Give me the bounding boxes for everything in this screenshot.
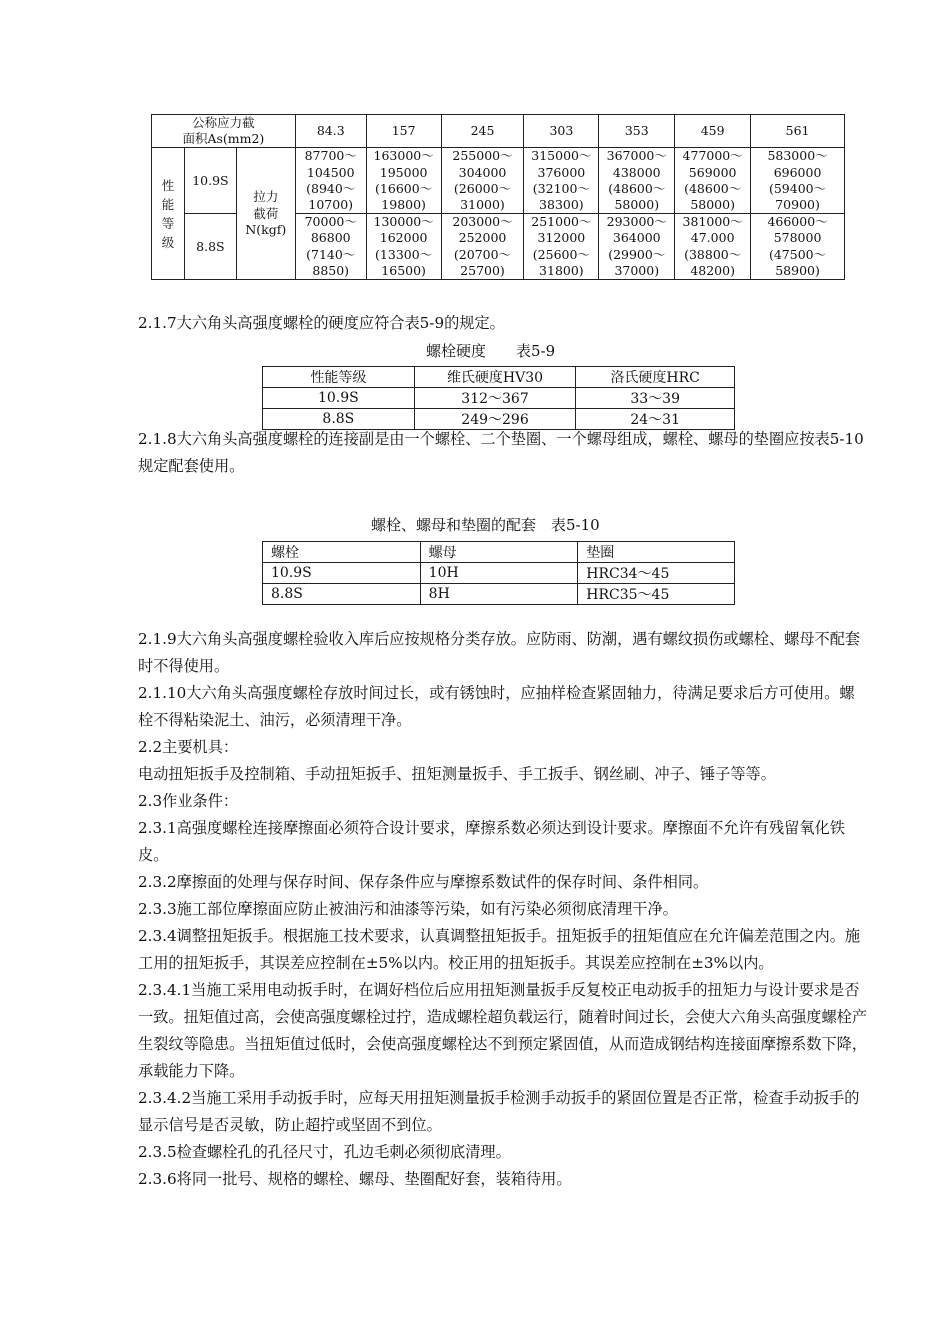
paragraph-2-1-9: 2.1.9大六角头高强度螺栓验收入库后应按规格分类存放。应防雨、防潮，遇有螺纹损伤或螺栓、螺母不配套时不得使用。	[138, 630, 861, 675]
load-value-cell	[675, 148, 751, 214]
paragraph-2-3-3: 2.3.3施工部位摩擦面应防止被油污和油漆等污染，如有污染必须彻底清理干净。	[138, 900, 678, 918]
load-value-line: 48200)	[690, 262, 735, 278]
load-value-cell	[751, 148, 845, 214]
table-cell: HRC34～45	[578, 563, 735, 584]
load-value-line: (8940～	[306, 180, 356, 196]
load-label-line: 截荷	[253, 205, 279, 221]
load-value-line: (29900～	[608, 246, 666, 262]
load-value-line: 255000～	[452, 148, 513, 164]
load-value-cell	[366, 214, 441, 280]
area-header-row	[152, 115, 845, 148]
load-value-line: (16600～	[375, 180, 433, 196]
load-value-line: 162000	[379, 230, 428, 246]
table-cell: 312～367	[414, 388, 576, 409]
load-value-cell	[441, 148, 524, 214]
header-cell: 性能等级	[263, 367, 415, 388]
paragraph-2-1-10: 2.1.10大六角头高强度螺栓存放时间过长，或有锈蚀时，应抽样检查紧固轴力，待满足要求后方可使用。螺栓不得粘染泥土、油污，必须清理干净。	[138, 684, 855, 729]
table-row	[263, 563, 735, 584]
load-value-line: 251000～	[531, 214, 592, 230]
grade-cell: 8.8S	[184, 214, 236, 280]
load-label-cell	[236, 148, 295, 280]
grade-label-cell	[152, 148, 185, 280]
area-header-line: 面积As(mm2)	[182, 131, 265, 147]
area-header-cell	[152, 115, 296, 148]
load-value-cell	[295, 148, 366, 214]
load-value-cell	[675, 214, 751, 280]
load-value-line: (47500～	[768, 246, 827, 262]
load-value-line: 312000	[537, 230, 586, 246]
load-value-line: (48600～	[608, 180, 666, 196]
table-cell: 249～296	[414, 409, 576, 430]
table-cell: 33～39	[576, 388, 735, 409]
load-value-line: 477000～	[682, 148, 743, 164]
paragraph-2-3-4-1: 2.3.4.1当施工采用电动扳手时，在调好档位后应用扭矩测量扳手反复校正电动扳手的扭矩力与设计要求是否一致。扭矩值过高，会使高强度螺栓过拧，造成螺栓超负载运行，随着时间过长，会使大六角头高强度螺栓产生裂纹等隐患。当扭矩值过低时，会使高强度螺栓达不到预定紧固值，从而造成钢结构连接面摩擦系数下降，承载能力下降。	[138, 981, 867, 1080]
load-value-line: 381000～	[682, 214, 743, 230]
paragraph-2-3-6: 2.3.6将同一批号、规格的螺栓、螺母、垫圈配好套，装箱待用。	[138, 1170, 572, 1188]
load-value-cell	[524, 148, 599, 214]
load-value-line: 195000	[379, 164, 428, 180]
table-cell: 10.9S	[263, 563, 421, 584]
load-value-line: 37000)	[614, 262, 660, 278]
bolt-set-table	[262, 541, 735, 605]
hardness-table	[262, 366, 735, 430]
load-value-line: 315000～	[531, 148, 592, 164]
load-label-line: 拉力	[253, 189, 279, 205]
load-value-line: (26000～	[453, 180, 512, 196]
set-table-caption: 螺栓、螺母和垫圈的配套 表5-10	[371, 516, 600, 534]
load-value-line: 578000	[773, 230, 822, 246]
load-value-line: 163000～	[373, 148, 434, 164]
load-value-line: (48600～	[684, 180, 742, 196]
load-value-line: 466000～	[767, 214, 828, 230]
load-value-cell	[599, 214, 675, 280]
load-value-line: 87700～	[304, 148, 357, 164]
load-value-line: 70000～	[304, 214, 357, 230]
load-value-line: 58000)	[690, 197, 735, 213]
paragraph-2-3-2: 2.3.2摩擦面的处理与保存时间、保存条件应与摩擦系数试件的保存时间、条件相同。	[138, 873, 709, 891]
header-cell: 螺栓	[263, 542, 421, 563]
grade-cell: 10.9S	[184, 148, 236, 214]
table-cell: 8.8S	[263, 584, 421, 605]
load-value-line: 304000	[458, 164, 507, 180]
paragraph-2-3-5: 2.3.5检查螺栓孔的孔径尺寸，孔边毛刺必须彻底清理。	[138, 1143, 511, 1161]
body-text	[138, 626, 868, 1193]
hardness-table-caption: 螺栓硬度 表5-9	[426, 342, 556, 360]
load-value-line: 438000	[612, 164, 661, 180]
load-value-cell	[366, 148, 441, 214]
load-value-line: (32100～	[532, 180, 590, 196]
header-cell: 维氏硬度HV30	[414, 367, 576, 388]
heading-2-2: 2.2主要机具：	[138, 738, 239, 756]
load-value-line: (38800～	[684, 246, 742, 262]
load-value-line: 8850)	[312, 262, 350, 278]
area-cell: 84.3	[295, 115, 366, 148]
load-value-line: 696000	[773, 164, 822, 180]
header-cell: 洛氏硬度HRC	[576, 367, 735, 388]
table-cell: 10.9S	[263, 388, 415, 409]
paragraph-2-3-4-2: 2.3.4.2当施工采用手动扳手时，应每天用扭矩测量扳手检测手动扳手的紧固位置是否正常，检查手动扳手的显示信号是否灵敏，防止超拧或坚固不到位。	[138, 1089, 860, 1134]
area-cell: 353	[599, 115, 675, 148]
paragraph-2-1-8	[138, 426, 868, 480]
table-cell: 8.8S	[263, 409, 415, 430]
area-cell: 303	[524, 115, 599, 148]
load-value-line: 58000)	[614, 197, 660, 213]
paragraph-text: 2.1.8大六角头高强度螺栓的连接副是由一个螺栓、二个垫圈、一个螺母组成，螺栓、螺母的垫圈应按表5-10规定配套使用。	[138, 430, 864, 475]
load-value-line: 58900)	[775, 262, 820, 278]
area-cell: 157	[366, 115, 441, 148]
load-value-cell	[599, 148, 675, 214]
load-value-line: 293000～	[606, 214, 667, 230]
load-value-line: (7140～	[306, 246, 356, 262]
paragraph-2-3-4: 2.3.4调整扭矩扳手。根据施工技术要求，认真调整扭矩扳手。扭矩扳手的扭矩值应在允许偏差范围之内。施工用的扭矩扳手，其误差应控制在±5%以内。校正用的扭矩扳手。其误差应控制在±3%以内。	[138, 927, 861, 972]
load-value-cell	[295, 214, 366, 280]
heading-2-3: 2.3作业条件：	[138, 792, 239, 810]
load-value-line: 10700)	[308, 197, 354, 213]
load-capacity-table	[151, 114, 845, 280]
table-cell: HRC35～45	[578, 584, 735, 605]
table-cell: 24～31	[576, 409, 735, 430]
load-value-line: 25700)	[460, 262, 505, 278]
load-value-line: 569000	[688, 164, 737, 180]
paragraph-2-3-1: 2.3.1高强度螺栓连接摩擦面必须符合设计要求，摩擦系数必须达到设计要求。摩擦面不允许有残留氧化铁皮。	[138, 819, 845, 864]
paragraph-text: 2.1.7大六角头高强度螺栓的硬度应符合表5-9的规定。	[138, 314, 505, 332]
load-value-cell	[441, 214, 524, 280]
load-value-line: (25600～	[532, 246, 590, 262]
load-label-line: N(kgf)	[245, 221, 287, 237]
table-row	[263, 584, 735, 605]
paragraph-tools: 电动扭矩扳手及控制箱、手动扭矩扳手、扭矩测量扳手、手工扳手、钢丝刷、冲子、锤子等等。	[138, 765, 776, 783]
load-value-line: (13300～	[375, 246, 433, 262]
load-value-cell	[524, 214, 599, 280]
load-value-line: 376000	[537, 164, 586, 180]
load-value-line: 47.000	[690, 230, 735, 246]
table-row	[263, 388, 735, 409]
header-cell: 螺母	[420, 542, 578, 563]
load-value-line: 31000)	[460, 197, 505, 213]
paragraph-2-1-7	[138, 310, 868, 337]
set-header-row	[263, 542, 735, 563]
load-value-line: 130000～	[373, 214, 434, 230]
table-cell: 10H	[420, 563, 578, 584]
area-header-line: 公称应力截	[192, 115, 255, 130]
load-value-line: 31800)	[539, 262, 584, 278]
area-cell: 561	[751, 115, 845, 148]
grade-row-10-9s	[152, 148, 845, 214]
load-value-line: 367000～	[606, 148, 667, 164]
load-value-line: 38300)	[539, 197, 584, 213]
load-value-line: 252000	[458, 230, 507, 246]
load-value-line: (59400～	[768, 180, 827, 196]
load-value-line: 203000～	[452, 214, 513, 230]
table-cell: 8H	[420, 584, 578, 605]
load-value-line: 19800)	[381, 197, 426, 213]
grade-label-char: 级	[161, 234, 175, 250]
load-value-line: 583000～	[767, 148, 828, 164]
load-value-cell	[751, 214, 845, 280]
grade-label-char: 性	[161, 177, 175, 193]
grade-label-char: 等	[161, 215, 175, 231]
grade-label-char: 能	[161, 196, 175, 212]
load-value-line: 70900)	[775, 197, 820, 213]
area-cell: 459	[675, 115, 751, 148]
header-cell: 垫圈	[578, 542, 735, 563]
hardness-header-row	[263, 367, 735, 388]
area-cell: 245	[441, 115, 524, 148]
load-value-line: 104500	[306, 164, 355, 180]
load-value-line: 86800	[310, 230, 351, 246]
load-value-line: (20700～	[453, 246, 512, 262]
load-value-line: 364000	[612, 230, 661, 246]
load-value-line: 16500)	[381, 262, 426, 278]
